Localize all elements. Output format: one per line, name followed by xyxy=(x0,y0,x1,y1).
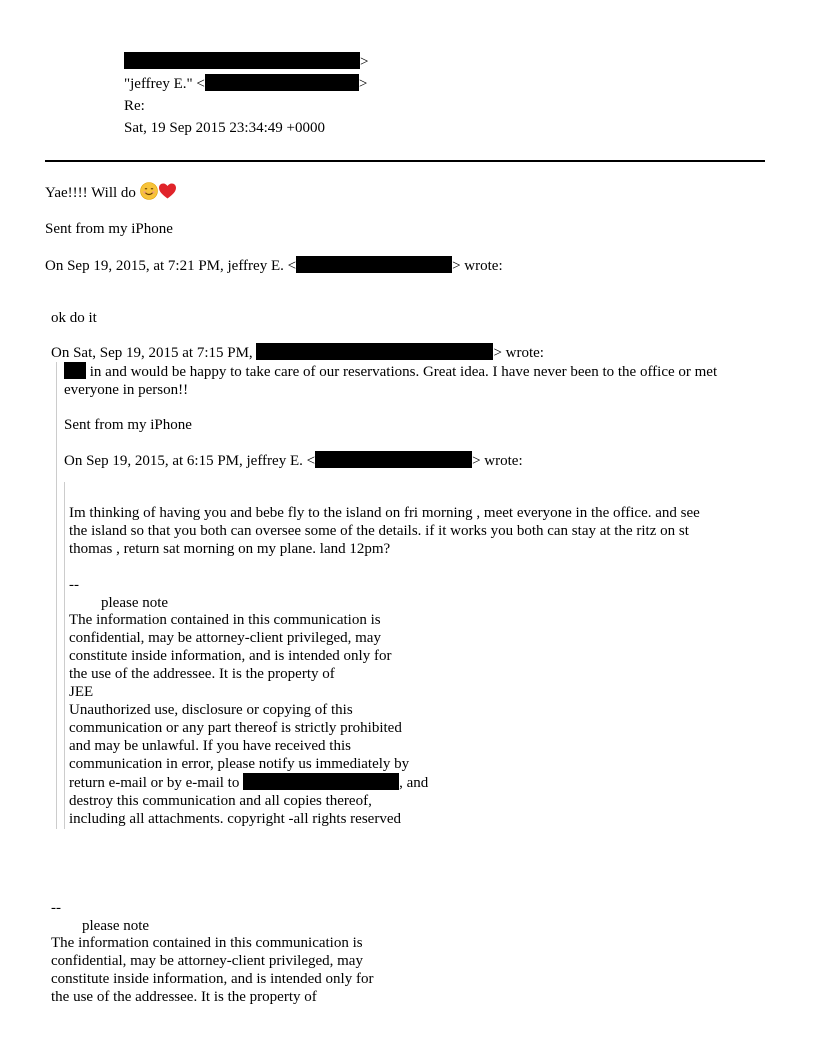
redacted-email-2 xyxy=(256,343,493,360)
quote2-line1-text: in and would be happy to take care of our reservations. Great idea. I have never been to the office or met xyxy=(86,364,718,380)
to-suffix: > xyxy=(358,76,368,92)
message-line1: Im thinking of having you and bebe fly to the island on fri morning , meet everyone in the office. and see xyxy=(69,505,700,521)
disclaimer-inner-line: The information contained in this communication is xyxy=(69,612,381,628)
email-line-prefix: return e-mail or by e-mail to xyxy=(69,775,244,791)
disclaimer-outer-please-note: please note xyxy=(82,918,150,934)
from-suffix: > xyxy=(360,54,369,70)
signature: Sent from my iPhone xyxy=(45,221,173,237)
attribution-2 xyxy=(51,343,544,363)
disclaimer-inner-line: JEE xyxy=(69,684,94,700)
redacted-email-1 xyxy=(296,256,452,273)
attribution-1 xyxy=(45,256,503,276)
disclaimer-inner-email-line xyxy=(69,773,428,792)
quote-bar-outer xyxy=(56,362,57,829)
disclaimer-outer-body xyxy=(51,934,373,1006)
reply-text: Yae!!!! Will do xyxy=(45,185,140,201)
disclaimer-outer-line: the use of the addressee. It is the property of xyxy=(51,989,317,1005)
disclaimer-inner-line: communication in error, please notify us immediately by xyxy=(69,756,410,772)
disclaimer-inner-line: Unauthorized use, disclosure or copying of this xyxy=(69,702,353,718)
attribution-2-suffix: > wrote: xyxy=(493,345,544,361)
disclaimer-inner-line: communication or any part thereof is strictly prohibited xyxy=(69,720,402,736)
date-value: Sat, 19 Sep 2015 23:34:49 +0000 xyxy=(124,120,325,136)
attribution-3-suffix: > wrote: xyxy=(472,453,523,469)
message-line2: the island so that you both can oversee some of the details. if it works you both can stay at the ritz on st xyxy=(69,523,689,539)
to-value: "jeffrey E." < xyxy=(124,76,205,92)
redacted-email-3 xyxy=(315,451,472,468)
disclaimer-inner-line: destroy this communication and all copies thereof, xyxy=(69,793,372,809)
header-divider xyxy=(45,160,765,162)
disclaimer-outer-line: constitute inside information, and is intended only for xyxy=(51,971,374,987)
red-heart-emoji-icon xyxy=(158,182,177,206)
disclaimer-outer-dashes: -- xyxy=(51,900,61,916)
quote-bar-inner xyxy=(64,482,65,829)
disclaimer-inner-line: the use of the addressee. It is the property of xyxy=(69,666,335,682)
disclaimer-outer-line: The information contained in this communication is xyxy=(51,935,363,951)
disclaimer-outer-line: confidential, may be attorney-client privileged, may xyxy=(51,953,363,969)
redacted-email-4 xyxy=(243,773,399,790)
disclaimer-inner-please-note: please note xyxy=(101,595,169,611)
attribution-1-prefix: On Sep 19, 2015, at 7:21 PM, jeffrey E. < xyxy=(45,258,297,274)
disclaimer-inner-line: confidential, may be attorney-client privileged, may xyxy=(69,630,381,646)
message-line3: thomas , return sat morning on my plane. land 12pm? xyxy=(69,541,391,557)
quote2-line2: everyone in person!! xyxy=(64,382,189,398)
disclaimer-inner-dashes: -- xyxy=(69,577,79,593)
reply-text-line xyxy=(45,182,177,202)
attribution-3-prefix: On Sep 19, 2015, at 6:15 PM, jeffrey E. < xyxy=(64,453,316,469)
attribution-2-prefix: On Sat, Sep 19, 2015 at 7:15 PM, xyxy=(51,345,257,361)
redacted-to-address xyxy=(205,74,359,91)
disclaimer-inner-line: constitute inside information, and is intended only for xyxy=(69,648,392,664)
smiling-face-emoji-icon xyxy=(140,182,158,206)
redacted-from-address xyxy=(124,52,360,69)
attribution-3 xyxy=(64,451,523,471)
attribution-1-suffix: > wrote: xyxy=(452,258,503,274)
disclaimer-inner-line: including all attachments. copyright -all rights reserved xyxy=(69,811,401,827)
disclaimer-inner-line: and may be unlawful. If you have received this xyxy=(69,738,351,754)
email-line-suffix: , and xyxy=(399,775,429,791)
disclaimer-inner-body xyxy=(69,611,428,828)
subject-value: Re: xyxy=(124,98,145,114)
ok-text: ok do it xyxy=(51,310,97,326)
quote2-signature: Sent from my iPhone xyxy=(64,417,192,433)
redacted-name xyxy=(64,362,86,379)
quote2-line1 xyxy=(64,362,717,382)
